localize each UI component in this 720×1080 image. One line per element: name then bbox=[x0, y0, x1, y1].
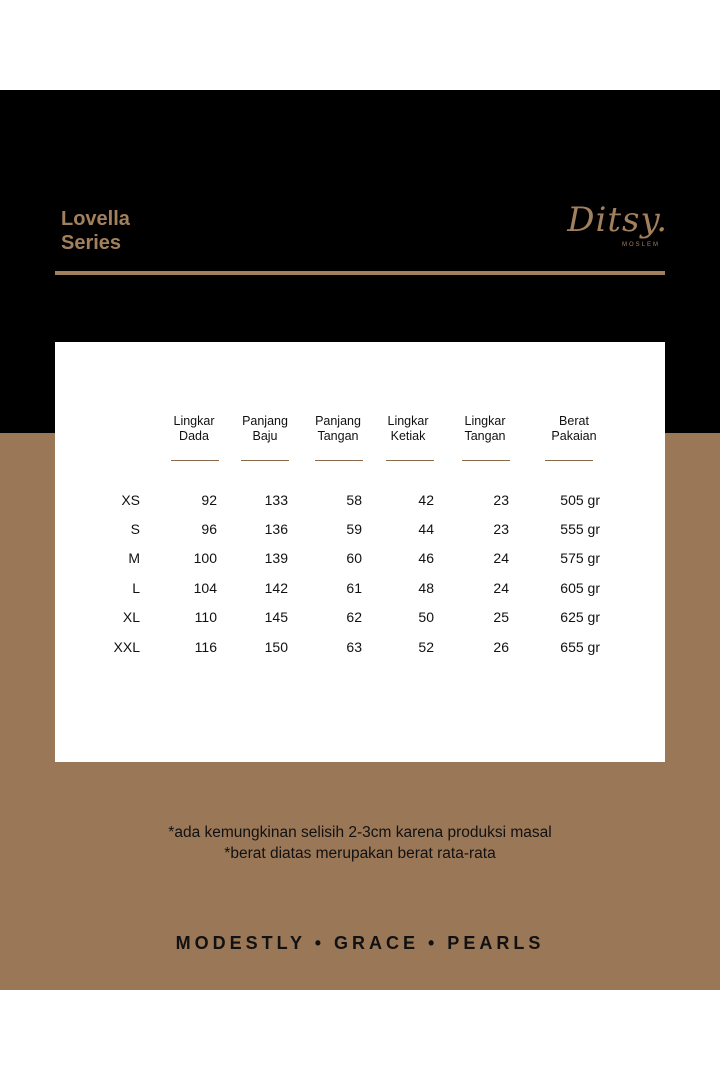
table-cell: 605 gr bbox=[560, 580, 600, 596]
series-title-line1: Lovella bbox=[61, 208, 130, 230]
size-label: S bbox=[130, 521, 140, 537]
table-cell: 58 bbox=[346, 492, 362, 508]
table-cell: 63 bbox=[346, 639, 362, 655]
table-cell: 60 bbox=[346, 550, 362, 566]
table-cell: 133 bbox=[264, 492, 288, 508]
table-cell: 625 gr bbox=[560, 609, 600, 625]
table-cell: 26 bbox=[493, 639, 509, 655]
table-cell: 96 bbox=[201, 521, 217, 537]
brand-logo-sub: MOSLEM bbox=[621, 242, 660, 248]
column-header-underline bbox=[171, 460, 219, 461]
table-row bbox=[55, 607, 665, 631]
size-label: XXL bbox=[113, 639, 140, 655]
table-cell: 61 bbox=[346, 580, 362, 596]
header-divider bbox=[55, 271, 665, 275]
series-title-line2: Series bbox=[61, 232, 122, 254]
size-label: L bbox=[132, 580, 140, 596]
table-cell: 139 bbox=[264, 550, 288, 566]
column-header-berat-pakaian: Berat Pakaian bbox=[551, 414, 597, 443]
column-header-lingkar-ketiak: Lingkar Ketiak bbox=[387, 414, 429, 443]
table-cell: 24 bbox=[493, 550, 509, 566]
size-chart-card bbox=[55, 342, 665, 762]
footnote-tolerance: *ada kemungkinan selisih 2-3cm karena produksi masal bbox=[168, 824, 552, 841]
size-label: M bbox=[128, 550, 140, 566]
table-cell: 46 bbox=[418, 550, 434, 566]
column-header-underline bbox=[386, 460, 434, 461]
table-cell: 555 gr bbox=[560, 521, 600, 537]
table-cell: 50 bbox=[418, 609, 434, 625]
table-cell: 92 bbox=[201, 492, 217, 508]
table-cell: 42 bbox=[418, 492, 434, 508]
column-header-lingkar-dada: Lingkar Dada bbox=[173, 414, 215, 443]
brand-logo-script: Ditsy. bbox=[567, 200, 668, 240]
table-row bbox=[55, 519, 665, 543]
column-header-underline bbox=[545, 460, 593, 461]
table-cell: 23 bbox=[493, 492, 509, 508]
column-header-underline bbox=[241, 460, 289, 461]
table-cell: 136 bbox=[264, 521, 288, 537]
table-cell: 44 bbox=[418, 521, 434, 537]
column-header-lingkar-tangan: Lingkar Tangan bbox=[464, 414, 506, 443]
table-cell: 655 gr bbox=[560, 639, 600, 655]
column-header-panjang-baju: Panjang Baju bbox=[242, 414, 288, 443]
table-row bbox=[55, 637, 665, 661]
table-cell: 116 bbox=[194, 639, 217, 655]
table-cell: 150 bbox=[264, 639, 288, 655]
table-cell: 142 bbox=[264, 580, 288, 596]
table-row bbox=[55, 548, 665, 572]
table-cell: 145 bbox=[264, 609, 288, 625]
series-title bbox=[61, 207, 261, 255]
table-row bbox=[55, 578, 665, 602]
table-cell: 100 bbox=[193, 550, 217, 566]
footnotes bbox=[0, 822, 720, 864]
table-cell: 48 bbox=[418, 580, 434, 596]
table-cell: 23 bbox=[493, 521, 509, 537]
size-label: XS bbox=[121, 492, 140, 508]
table-cell: 62 bbox=[346, 609, 362, 625]
table-row bbox=[55, 490, 665, 514]
table-cell: 52 bbox=[418, 639, 434, 655]
column-header-panjang-tangan: Panjang Tangan bbox=[315, 414, 361, 443]
brand-logo bbox=[548, 200, 668, 260]
size-label: XL bbox=[122, 609, 140, 625]
table-cell: 59 bbox=[346, 521, 362, 537]
table-cell: 575 gr bbox=[560, 550, 600, 566]
brand-tagline: MODESTLY • GRACE • PEARLS bbox=[175, 933, 545, 953]
column-header-underline bbox=[462, 460, 510, 461]
footnote-weight: *berat diatas merupakan berat rata-rata bbox=[224, 845, 496, 862]
column-header-underline bbox=[315, 460, 363, 461]
table-cell: 24 bbox=[493, 580, 509, 596]
table-cell: 505 gr bbox=[560, 492, 600, 508]
table-cell: 110 bbox=[194, 609, 217, 625]
table-cell: 104 bbox=[193, 580, 217, 596]
table-cell: 25 bbox=[493, 609, 509, 625]
